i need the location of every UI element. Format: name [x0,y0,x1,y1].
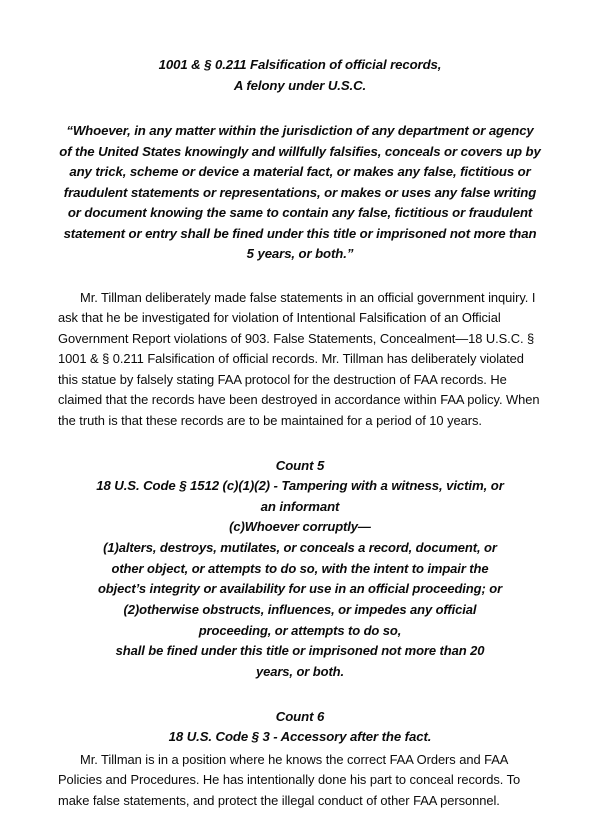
statute-quote-line-2: of the United States knowingly and willfully falsifies, conceals or covers up by [59,143,541,159]
count-5-clause-1-line-3: object’s integrity or availability for use in an official proceeding; or [97,581,503,597]
count-5-heading: Count 5 [275,457,325,473]
count-6-block [58,707,542,812]
count-6-heading: Count 6 [275,708,325,724]
statute-quote-block [58,121,542,265]
statute-quote-line-6: statement or entry shall be fined under this title or imprisoned not more than [63,225,537,241]
title-line-2: A felony under U.S.C. [233,77,367,93]
statute-quote-line-7: 5 years, or both.” [246,246,354,261]
count-5-clause-1-line-1: (1)alters, destroys, mutilates, or conceals a record, document, or [103,539,497,555]
statute-quote-line-5: or document knowing the same to contain any false, fictitious or fraudulent [67,205,533,220]
count-5-clause-1-line-2: other object, or attempts to do so, with the intent to impair the [111,560,489,576]
count-5-statute-line-2: an informant [260,498,340,514]
count-5-clause-2-line-1: (2)otherwise obstructs, influences, or impedes any official [123,601,477,617]
document-title [58,55,542,96]
paragraph-one-text: Mr. Tillman deliberately made false statements in an official government inquiry. I ask that he be investigated for violation of Intentional Falsification of an Official Government Report violations of 903. False Statements, Concealment—18 U.S.C. § 1001 & § 0.211 Falsification of official records. Mr. Tillman has deliberately violated this statue by falsely stating FAA protocol for the destruction of FAA records. He claimed that the records have been destroyed in accordance within FAA policy. When the truth is that these records are to be maintained for a period of 10 years. [58,289,540,429]
count-6-statute: 18 U.S. Code § 3 - Accessory after the fact. [168,729,432,745]
statute-quote-line-4: fraudulent statements or representations, or makes or uses any false writing [63,184,537,200]
paragraph-one [58,288,542,432]
title-line-1: 1001 & § 0.211 Falsification of official records, [158,57,442,72]
count-6-paragraph [58,750,542,812]
statute-quote-line-3: any trick, scheme or device a material fact, or makes any false, fictitious or [69,164,531,179]
count-5-block [58,456,542,683]
statute-quote-line-1: “Whoever, in any matter within the jurisdiction of any department or agency [66,123,534,138]
count-6-paragraph-text: Mr. Tillman is in a position where he knows the correct FAA Orders and FAA Policies and Procedures. He has intentionally done his part to conceal records. To make false statements, and protect the illegal conduct of other FAA personnel. [58,751,521,808]
count-5-intro: (c)Whoever corruptly— [229,519,371,535]
count-5-penalty-line-1: shall be fined under this title or imprisoned not more than 20 [115,643,485,659]
count-5-clause-2-line-2: proceeding, or attempts to do so, [198,622,402,638]
document-content [58,0,542,812]
count-5-statute-line-1: 18 U.S. Code § 1512 (c)(1)(2) - Tampering with a witness, victim, or [96,478,504,494]
count-5-penalty-line-2: years, or both. [255,664,345,680]
